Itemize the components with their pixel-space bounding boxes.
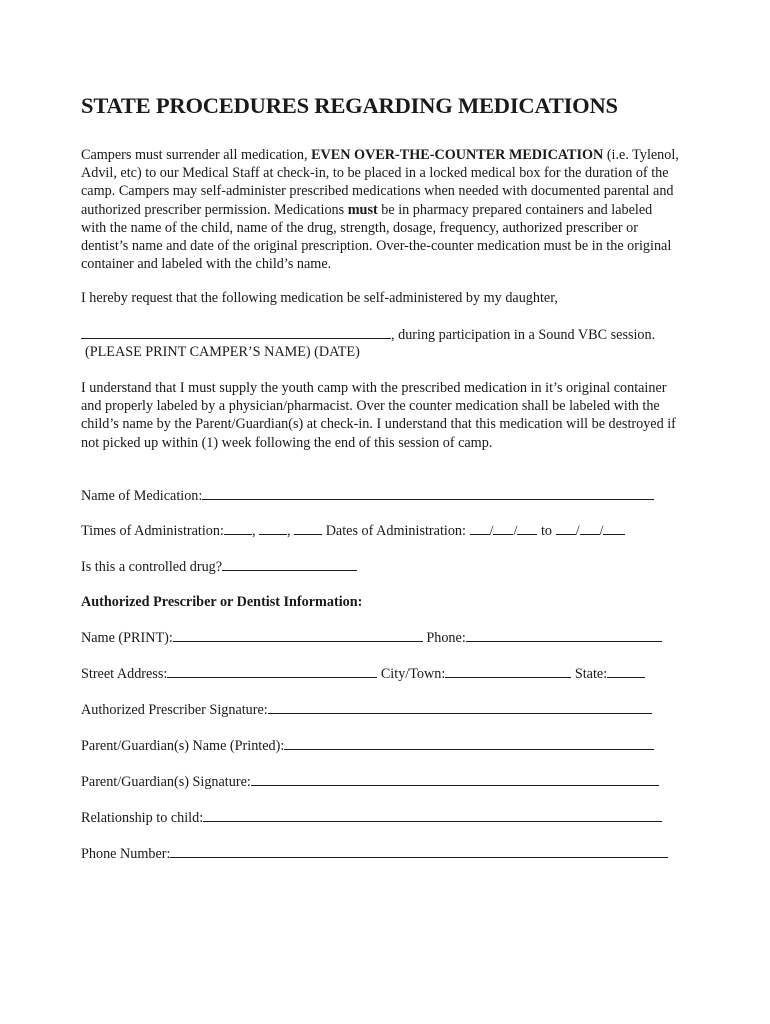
guardian-signature-field[interactable] <box>251 773 659 786</box>
slash-1: / <box>489 523 494 539</box>
name-print-field[interactable] <box>173 629 423 642</box>
city-label: City/Town: <box>380 666 446 682</box>
controlled-field[interactable] <box>222 558 357 571</box>
session-text: , during participation in a Sound VBC session. <box>391 327 656 343</box>
guardian-name-row <box>81 737 654 755</box>
medication-label: Name of Medication: <box>81 488 203 504</box>
city-field[interactable] <box>445 665 571 678</box>
start-year-field[interactable] <box>517 522 537 535</box>
dates-label: Dates of Administration: <box>325 523 466 539</box>
administration-row <box>81 522 625 540</box>
controlled-label: Is this a controlled drug? <box>81 559 223 575</box>
intro-paragraph <box>81 146 679 273</box>
prescriber-signature-field[interactable] <box>268 701 652 714</box>
to-label: to <box>540 523 553 539</box>
prescriber-heading: Authorized Prescriber or Dentist Information: <box>81 594 363 610</box>
guardian-signature-row <box>81 773 659 791</box>
intro-bold-must: must <box>347 201 378 218</box>
guardian-name-label: Parent/Guardian(s) Name (Printed): <box>81 738 285 754</box>
phone-field[interactable] <box>466 629 662 642</box>
controlled-row <box>81 558 357 576</box>
medication-row <box>81 487 654 505</box>
understand-paragraph: I understand that I must supply the youth camp with the prescribed medication in it’s original container and properly labeled by a physician/pharmacist. Over the counter medication shall be labeled with the child’s name by the Parent/Guardian(s) at check-in. I understand that this medication will be destroyed if not picked up within (1) week following the end of this session of camp. <box>81 380 676 451</box>
phone-number-label: Phone Number: <box>81 846 171 862</box>
page-title: STATE PROCEDURES REGARDING MEDICATIONS <box>81 93 618 118</box>
relationship-field[interactable] <box>203 809 662 822</box>
prescriber-signature-row <box>81 701 652 719</box>
request-text: I hereby request that the following medication be self-administered by my daughter, <box>81 290 558 306</box>
time-3-field[interactable] <box>294 522 322 535</box>
relationship-row <box>81 809 662 827</box>
state-label: State: <box>574 666 608 682</box>
comma-1: , <box>251 523 256 539</box>
guardian-signature-label: Parent/Guardian(s) Signature: <box>81 774 251 790</box>
state-field[interactable] <box>607 665 645 678</box>
street-label: Street Address: <box>81 666 168 682</box>
phone-number-row <box>81 845 668 863</box>
medication-field[interactable] <box>202 487 654 500</box>
name-print-label: Name (PRINT): <box>81 630 173 646</box>
comma-2: , <box>287 523 291 539</box>
end-day-field[interactable] <box>580 522 600 535</box>
camper-name-caption: (PLEASE PRINT CAMPER’S NAME) (DATE) <box>85 344 360 360</box>
slash-3: / <box>575 523 580 539</box>
intro-text-2: (i.e. Tylenol, Advil, etc) to our Medical Staff at check-in, to be placed in a locked medical box for the duration of the camp. Campers may self-administer prescribed medications when needed with documented parental and authorized prescriber permission. Medications <box>81 147 679 218</box>
intro-text-3: be in pharmacy prepared containers and labeled with the name of the child, name of the drug, strength, dosage, frequency, authorized prescriber or dentist’s name and date of the original prescription. Over-the-counter medication must be in the original container and labeled with the child’s name. <box>81 201 672 273</box>
slash-2: / <box>513 523 518 539</box>
phone-number-field[interactable] <box>170 845 668 858</box>
time-1-field[interactable] <box>224 522 252 535</box>
start-month-field[interactable] <box>470 522 490 535</box>
times-label: Times of Administration: <box>81 523 224 539</box>
phone-label: Phone: <box>426 630 466 646</box>
camper-name-field[interactable] <box>81 326 391 339</box>
guardian-name-field[interactable] <box>284 737 654 750</box>
street-field[interactable] <box>167 665 377 678</box>
start-day-field[interactable] <box>493 522 513 535</box>
intro-bold-otc: EVEN OVER-THE-COUNTER MEDICATION <box>311 147 604 163</box>
end-month-field[interactable] <box>556 522 576 535</box>
address-row <box>81 665 645 683</box>
intro-text-1: Campers must surrender all medication, <box>81 147 312 163</box>
time-2-field[interactable] <box>259 522 287 535</box>
end-year-field[interactable] <box>603 522 625 535</box>
camper-name-row <box>81 326 655 344</box>
slash-4: / <box>599 523 604 539</box>
relationship-label: Relationship to child: <box>81 810 204 826</box>
prescriber-signature-label: Authorized Prescriber Signature: <box>81 702 268 718</box>
prescriber-name-row <box>81 629 662 647</box>
